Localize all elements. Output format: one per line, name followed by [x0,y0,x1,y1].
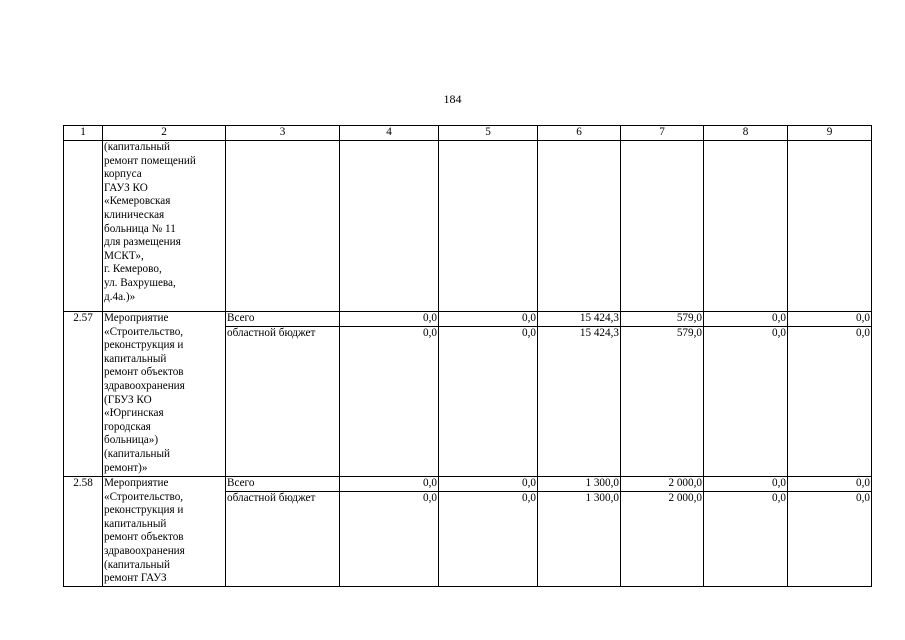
column-header: 2 [103,126,226,141]
budget-table [63,125,872,587]
page-number: 184 [443,92,462,106]
value-cell: 0,0 [439,492,538,587]
column-header: 7 [621,126,704,141]
empty-cell [788,141,872,312]
column-header: 8 [704,126,788,141]
row-number: 2.57 [64,312,103,477]
value-cell: 0,0 [340,492,439,587]
column-header: 3 [226,126,340,141]
header-row [64,126,872,141]
value-cell: 579,0 [621,312,704,327]
funding-source: Всего [226,312,340,327]
row-number-cell [64,141,103,312]
measure-description: Мероприятие «Строительство, реконструкция и капитальный ремонт объектов здравоохранения (ГБУЗ КО «Юргинская городская больница») (капитальный ремонт)» [103,312,226,477]
value-cell: 15 424,3 [538,327,621,477]
value-cell: 0,0 [340,312,439,327]
value-cell: 0,0 [340,327,439,477]
value-cell: 0,0 [439,312,538,327]
value-cell: 0,0 [704,327,788,477]
funding-source: областной бюджет [226,492,340,587]
value-cell: 15 424,3 [538,312,621,327]
value-cell: 0,0 [340,477,439,492]
value-cell: 0,0 [788,312,872,327]
empty-cell [340,141,439,312]
value-cell: 2 000,0 [621,492,704,587]
column-header: 4 [340,126,439,141]
value-cell: 0,0 [704,312,788,327]
value-cell: 0,0 [439,327,538,477]
value-cell: 0,0 [704,492,788,587]
value-cell: 1 300,0 [538,492,621,587]
value-cell: 2 000,0 [621,477,704,492]
value-cell: 1 300,0 [538,477,621,492]
funding-source: областной бюджет [226,327,340,477]
column-header: 9 [788,126,872,141]
column-header: 6 [538,126,621,141]
value-cell: 0,0 [788,327,872,477]
continuation-row [64,141,872,312]
table-row [64,312,872,327]
empty-cell [621,141,704,312]
empty-cell [226,141,340,312]
column-header: 5 [439,126,538,141]
empty-cell [439,141,538,312]
row-number: 2.58 [64,477,103,587]
column-header: 1 [64,126,103,141]
table-row [64,477,872,492]
value-cell: 0,0 [439,477,538,492]
measure-description: Мероприятие «Строительство, реконструкция и капитальный ремонт объектов здравоохранения (капитальный ремонт ГАУЗ [103,477,226,587]
funding-source: Всего [226,477,340,492]
value-cell: 0,0 [704,477,788,492]
empty-cell [538,141,621,312]
value-cell: 579,0 [621,327,704,477]
value-cell: 0,0 [788,477,872,492]
empty-cell [704,141,788,312]
continued-description: (капитальный ремонт помещений корпуса ГАУЗ КО «Кемеровская клиническая больница № 11 для размещения МСКТ», г. Кемерово, ул. Вахрушева, д.4а.)» [103,141,226,312]
value-cell: 0,0 [788,492,872,587]
